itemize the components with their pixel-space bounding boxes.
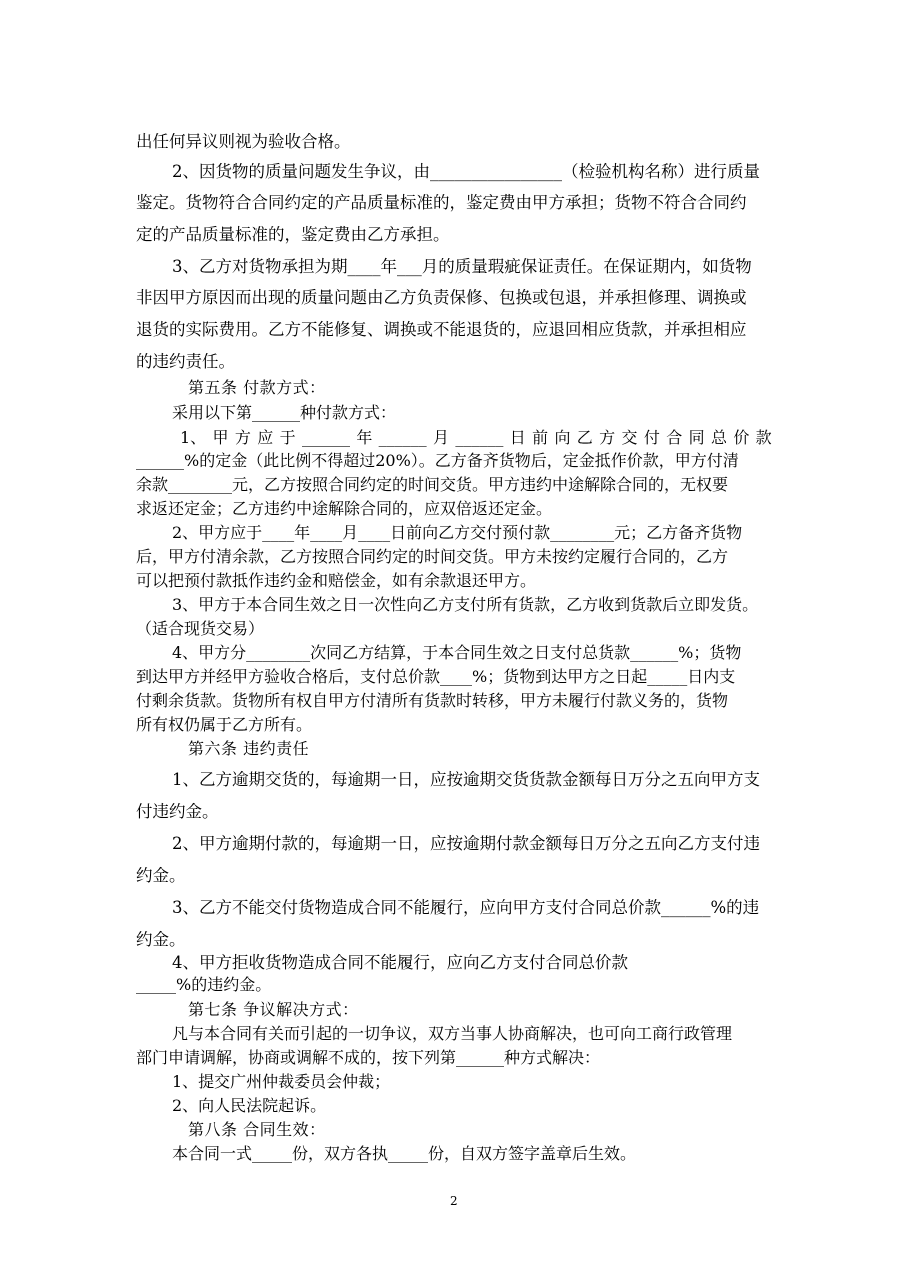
text-segment: 于 <box>279 428 296 447</box>
text-line: 3、乙方对货物承担为期____年___月的质量瑕疵保证责任。在保证期内，如货物 <box>172 257 752 276</box>
text-line: 退货的实际费用。乙方不能修复、调换或不能退货的，应退回相应货款，并承担相应 <box>136 320 747 339</box>
text-segment: 1、 <box>180 428 207 447</box>
text-segment: 应 <box>257 428 274 447</box>
text-line: 后，甲方付清余款，乙方按照合同约定的时间交货。甲方未按约定履行合同的，乙方 <box>136 547 729 566</box>
text-line: 1、乙方逾期交货的，每逾期一日，应按逾期交货货款金额每日万分之五向甲方支 <box>172 770 760 789</box>
text-line: （适合现货交易） <box>136 619 265 638</box>
text-line: 3、甲方于本合同生效之日一次性向乙方支付所有货款，乙方收到货款后立即发货。 <box>172 595 759 614</box>
text-line: 到达甲方并经甲方验收合格后，支付总价款____%；货物到达甲方之日起_____日内支 <box>136 667 736 686</box>
text-line: 1、提交广州仲裁委员会仲裁； <box>172 1072 391 1091</box>
text-line: 求返还定金；乙方违约中途解除合同的，应双倍返还定金。 <box>136 499 553 518</box>
text-line: 凡与本合同有关而引起的一切争议，双方当事人协商解决，也可向工商行政管理 <box>172 1024 733 1043</box>
justified-line <box>180 428 772 448</box>
text-segment: 向 <box>554 428 571 447</box>
text-segment: 价 <box>733 428 750 447</box>
text-segment: 乙 <box>576 428 593 447</box>
text-line: 出任何异议则视为验收合格。 <box>136 132 351 151</box>
section-heading-6: 第六条 违约责任 <box>188 739 310 758</box>
text-line: 定的产品质量标准的，鉴定费由乙方承担。 <box>136 225 450 244</box>
section-heading-7: 第七条 争议解决方式： <box>188 1000 359 1019</box>
text-segment: 总 <box>710 428 727 447</box>
text-segment: 付 <box>643 428 660 447</box>
text-line: 可以把预付款抵作违约金和赔偿金，如有余款退还甲方。 <box>136 571 537 590</box>
text-line: 付剩余货款。货物所有权自甲方付清所有货款时转移，甲方未履行付款义务的，货物 <box>136 691 729 710</box>
text-segment: 交 <box>621 428 638 447</box>
text-segment: 前 <box>532 428 549 447</box>
text-line: 2、因货物的质量问题发生争议，由________________（检验机构名称）进行质量 <box>172 162 760 181</box>
text-segment: 方 <box>599 428 616 447</box>
text-segment: 款 <box>755 428 772 447</box>
text-line: 4、甲方拒收货物造成合同不能履行，应向乙方支付合同总价款 <box>172 953 628 972</box>
section-heading-8: 第八条 合同生效： <box>188 1120 326 1139</box>
page-number: 2 <box>450 1194 458 1208</box>
text-line: 约金。 <box>136 930 186 949</box>
text-segment: 日 <box>509 428 526 447</box>
text-line: ______%的定金（此比例不得超过20%）。乙方备齐货物后，定金抵作价款，甲方付清 <box>136 451 739 470</box>
text-line: 2、甲方应于____年____月____日前向乙方交付预付款________元；乙方备齐货物 <box>172 523 743 542</box>
text-line: 约金。 <box>136 866 186 885</box>
text-line: 的违约责任。 <box>136 352 235 371</box>
text-line: 部门申请调解，协商或调解不成的，按下列第______种方式解决： <box>136 1048 601 1067</box>
text-line: 鉴定。货物符合合同约定的产品质量标准的，鉴定费由甲方承担；货物不符合合同约 <box>136 193 747 212</box>
text-segment: 月 <box>433 428 450 447</box>
text-segment: ______ <box>378 428 427 447</box>
text-segment: 甲 <box>212 428 229 447</box>
text-line: 采用以下第______种付款方式： <box>172 403 397 422</box>
text-line: 2、向人民法院起诉。 <box>172 1096 327 1115</box>
text-line: 所有权仍属于乙方所有。 <box>136 715 313 734</box>
text-line: 本合同一式_____份，双方各执_____份，自双方签字盖章后生效。 <box>172 1144 637 1163</box>
text-segment: ______ <box>455 428 504 447</box>
text-line: 非因甲方原因而出现的质量问题由乙方负责保修、包换或包退，并承担修理、调换或 <box>136 288 747 307</box>
text-line: _____%的违约金。 <box>136 975 272 994</box>
text-segment: 方 <box>234 428 251 447</box>
text-line: 2、甲方逾期付款的，每逾期一日，应按逾期付款金额每日万分之五向乙方支付违 <box>172 834 760 853</box>
text-line: 3、乙方不能交付货物造成合同不能履行，应向甲方支付合同总价款______%的违 <box>172 898 760 917</box>
text-line: 余款________元，乙方按照合同约定的时间交货。甲方违约中途解除合同的，无权要 <box>136 475 729 494</box>
text-line: 4、甲方分________次同乙方结算，于本合同生效之日支付总货款______%；货物 <box>172 643 742 662</box>
text-segment: ______ <box>301 428 350 447</box>
text-line: 付违约金。 <box>136 802 219 821</box>
text-segment: 年 <box>356 428 373 447</box>
section-heading-5: 第五条 付款方式： <box>188 378 326 397</box>
text-segment: 同 <box>688 428 705 447</box>
text-segment: 合 <box>666 428 683 447</box>
